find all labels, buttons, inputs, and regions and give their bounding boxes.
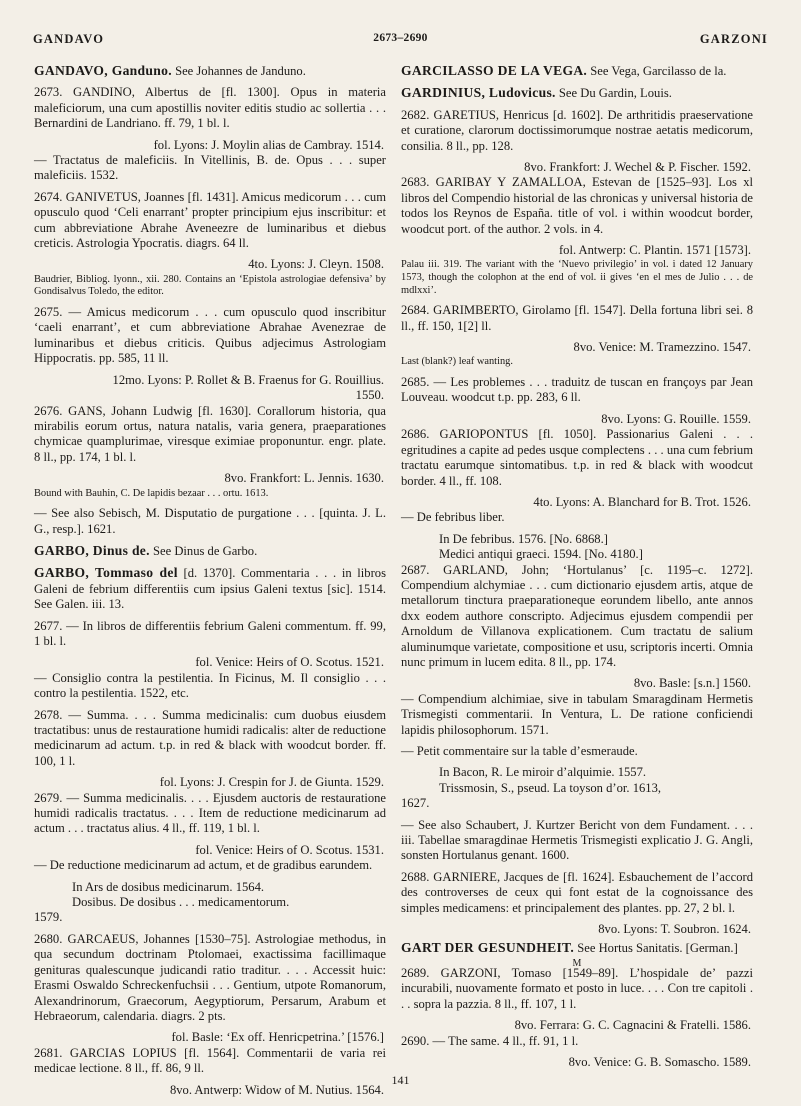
- imprint-line: 8vo. Venice: G. B. Somascho. 1589.: [568, 1054, 751, 1069]
- catalogue-entry: [34, 404, 386, 466]
- imprint-line: fol. Lyons: J. Crespin for J. de Giunta. 1529.: [159, 775, 384, 790]
- entry-note: Last (blank?) leaf wanting.: [401, 356, 513, 368]
- catalogue-entry: [401, 744, 753, 759]
- entry-text: 2680. GARCAEUS, Johannes [1530–75]. Astrologiae methodus, in qua secundum doctrinam Ptolomaei, exactissima facillimaque genituras qualescunque judicandi ratio traditur. . . . Accessit huic: Erasmi Oswaldo Schreckenfuchsii . . . Gentium, utpote Romanorum, Alexandrinorum, Graecorum, Aegyptiorum, Persarum, Arabum et Hebraeorum, calendaria. diagrs. 2 pts.: [34, 931, 386, 1023]
- entry-text: — Compendium alchimiae, sive in tabulam Smaragdinam Hermetis Trismegisti commentarii. In Ventura, L. De ratione conficiendi lapidis philosophorum. 1571.: [401, 691, 753, 737]
- entry-text: 2676. GANS, Johann Ludwig [fl. 1630]. Corallorum historia, qua mirabilis eorum ortus, natura natalis, varia genera, praeparationes chymicae quamplurimae, viresque eximiae proponuntur. engr. plate. 8 ll., pp. 174, 1 bl. l.: [34, 403, 386, 464]
- catalogue-entry: [34, 190, 386, 252]
- imprint-line: Medici antiqui graeci. 1594. [No. 4180.]: [439, 547, 643, 562]
- catalogue-entry: [401, 510, 753, 525]
- entry-text: — Consiglio contra la pestilentia. In Ficinus, M. Il consiglio . . . contro la pestilentia. 1522, etc.: [34, 670, 386, 701]
- catalogue-entry: [34, 63, 386, 79]
- catalogue-entry: [401, 966, 753, 1012]
- right-column: [401, 60, 753, 1070]
- entry-text: See Du Gardin, Louis.: [555, 86, 672, 101]
- catalogue-entry: [34, 305, 386, 367]
- entry-note: Palau iii. 319. The variant with the ‘Nuevo privilegio’ in vol. i dated 12 January 1573, though the colophon at the end of vol. ii gives ‘en el mes de Julio . . . de mdlxxi’.: [401, 259, 753, 296]
- entry-text: See Dinus de Garbo.: [149, 543, 258, 558]
- imprint-line: In De febribus. 1576. [No. 6868.]: [439, 531, 608, 546]
- catalogue-entry: [401, 692, 753, 738]
- imprint-line: 8vo. Frankfort: L. Jennis. 1630.: [224, 471, 384, 486]
- entry-text: — Tractatus de maleficiis. In Vitellinis, B. de. Opus . . . super maleficiis. 1532.: [34, 153, 386, 183]
- catalogue-entry: [401, 63, 753, 79]
- catalogue-entry: [34, 1046, 386, 1077]
- entry-heading: GARBO, Tommaso del: [34, 565, 178, 581]
- catalogue-entry: [34, 565, 386, 612]
- catalogue-entry: [401, 796, 753, 811]
- catalogue-entry: [401, 303, 753, 334]
- entry-text: 1627.: [401, 796, 430, 811]
- entry-text: 2674. GANIVETUS, Joannes [fl. 1431]. Amicus medicorum . . . cum opusculo quod ‘Celi enarrant’ propter principium ejus inscribitur: et cum abbreviatione Abrahe Aveneezre de luminaribus et diebus creticis. Astrologia Ypocratis. diagrs. 64 ll.: [34, 189, 386, 251]
- entry-note: Baudrier, Bibliog. lyonn., xii. 280. Contains an ‘Epistola astrologiae defensiva’ by Gondisalvus Toledo, the editor.: [34, 273, 386, 298]
- entry-text: 1579.: [34, 910, 63, 925]
- imprint-line: 8vo. Ferrara: G. C. Cagnacini & Fratelli. 1586.: [514, 1018, 751, 1033]
- entry-heading: GANDAVO, Ganduno.: [34, 63, 172, 78]
- entry-text: — See also Schaubert, J. Kurtzer Bericht von dem Fundament. . . . iii. Tabellae smaragdinae Hermetis Trismegisti explicatio J. G. Angli, sonsten Hortulanus genant. 1600.: [401, 817, 753, 863]
- catalogue-entry: [34, 858, 386, 873]
- entry-text: 2677. — In libros de differentiis febrium Galeni commentum. ff. 99, 1 bl. l.: [34, 618, 386, 648]
- entry-text: 2675. — Amicus medicorum . . . cum opusculo quod inscribitur ‘caeli enarrant’, et cum abbreviatione Abrahae Avenezrae de luminaribus et diebus criticis. Quibus adjecimus Astrologiam Hippocratis. pp. 585, 11 ll.: [34, 305, 386, 366]
- page-number: 141: [391, 1073, 410, 1087]
- imprint-line: 8vo. Lyons: G. Rouille. 1559.: [601, 411, 751, 426]
- catalogue-entry: [401, 818, 753, 864]
- imprint-line: In Ars de dosibus medicinarum. 1564.: [72, 879, 265, 894]
- imprint-line: 12mo. Lyons: P. Rollet & B. Fraenus for G. Rouillius.: [112, 372, 384, 387]
- imprint-line: fol. Venice: Heirs of O. Scotus. 1531.: [195, 842, 384, 857]
- running-head-range: 2673–2690: [373, 32, 428, 44]
- marginal-mark: M: [572, 957, 582, 969]
- entry-text: — Petit commentaire sur la table d’esmeraude.: [401, 744, 638, 758]
- catalogue-entry: [401, 563, 753, 671]
- entry-text: 2689. GARZONI, Tomaso [1549–89]. L’hospidale de’ pazzi incurabili, nuovamente formato et posto in luce. . . . Con tre capitoli . . . sopra la pazzia. 8 ll., ff. 107, 1 l.: [401, 965, 753, 1011]
- entry-text: — De reductione medicinarum ad actum, et de gradibus earundem.: [34, 858, 373, 873]
- catalogue-entry: [401, 85, 753, 101]
- catalogue-entry: [401, 108, 753, 154]
- catalogue-entry: [34, 543, 386, 559]
- catalogue-entry: [401, 375, 753, 406]
- imprint-line: 4to. Lyons: J. Cleyn. 1508.: [248, 257, 384, 272]
- catalogue-entry: [34, 619, 386, 650]
- left-column: [34, 60, 386, 1098]
- entry-heading: GART DER GESUNDHEIT.: [401, 940, 575, 956]
- entry-text: 2688. GARNIERE, Jacques de [fl. 1624]. Esbauchement de l’accord des controverses de ceux qui font estat de la cognoissance des simples medicamens: et principalement des plantes. pp. 27, 2 bl. l.: [401, 869, 753, 915]
- entry-text: 2678. — Summa. . . . Summa medicinalis: cum duobus eiusdem tractatibus: unus de restauratione humidi radicalis: alter de reductione medicinarum ad actum. t.p. in red & black with woodcut border. ff. 100, 1 l.: [34, 707, 386, 768]
- entry-text: — See also Sebisch, M. Disputatio de purgatione . . . [quinta. J. L. G., resp.]. 1621.: [34, 506, 386, 536]
- catalogue-entry: [401, 870, 753, 916]
- imprint-line: fol. Basle: ‘Ex off. Henricpetrina.’ [1576.]: [171, 1030, 384, 1045]
- imprint-line: In Bacon, R. Le miroir d’alquimie. 1557.: [439, 765, 647, 780]
- running-head-left: GANDAVO: [33, 32, 105, 46]
- imprint-line: 8vo. Frankfort: J. Wechel & P. Fischer. 1592.: [524, 160, 751, 175]
- imprint-line: 8vo. Lyons: T. Soubron. 1624.: [598, 922, 751, 937]
- catalogue-entry: [34, 85, 386, 131]
- catalogue-entry: [401, 427, 753, 489]
- entry-text: 2690. — The same. 4 ll., ff. 91, 1 l.: [401, 1033, 579, 1048]
- imprint-line: 8vo. Antwerp: Widow of M. Nutius. 1564.: [169, 1082, 384, 1097]
- catalogue-entry: [401, 175, 753, 237]
- catalogue-entry: [34, 506, 386, 537]
- catalogue-entry: [34, 671, 386, 702]
- catalogue-entry: [34, 932, 386, 1024]
- imprint-line: 8vo. Venice: M. Tramezzino. 1547.: [573, 340, 751, 355]
- catalogue-entry: [401, 1034, 753, 1049]
- entry-text: 2681. GARCIAS LOPIUS [fl. 1564]. Commentarii de varia rei medicae lectione. 8 ll., ff. 86, 9 ll.: [34, 1045, 386, 1076]
- imprint-line: 1550.: [355, 388, 384, 403]
- entry-note: Bound with Bauhin, C. De lapidis bezaar . . . ortu. 1613.: [34, 487, 269, 499]
- entry-text: See Vega, Garcilasso de la.: [587, 64, 727, 78]
- entry-text: [d. 1370]. Commentaria . . . in libros Galeni de febrium differentiis cum ipsius Galeni textus [sic]. 1514. See Galen. iii. 13.: [34, 566, 386, 612]
- entry-text: 2687. GARLAND, John; ‘Hortulanus’ [c. 1195–c. 1272]. Compendium alchymiae . . . cum dictionario ejusdem artis, atque de metallorum tinctura praeparationeque eorundem libello, ante annos dxx eodem authore conscripto. Adjecimus ejusdem compendii per Arnoldum de Villanova explicationem. Cum tractatu de salium aluminumque varietate, compositione et usu, scriptoris incerti. Omnia nunc primum in lucem edita. 8 ll., pp. 174.: [401, 562, 753, 669]
- imprint-line: fol. Lyons: J. Moylin alias de Cambray. 1514.: [153, 137, 384, 152]
- imprint-line: 4to. Lyons: A. Blanchard for B. Trot. 1526.: [533, 494, 751, 509]
- entry-text: 2682. GARETIUS, Henricus [d. 1602]. De arthritidis praeservatione et curatione, clarorum doctissimorumque nostrae aetatis medicorum, consilia. 8 ll., pp. 128.: [401, 107, 753, 153]
- entry-heading: GARBO, Dinus de.: [34, 542, 150, 558]
- catalogue-entry: [401, 940, 753, 956]
- entry-text: 2679. — Summa medicinalis. . . . Ejusdem auctoris de restauratione humidi radicalis tractatus. . . . Item de reductione medicinarum ad actum . . . tractatus alius. 4 ll., ff. 119, 1 bl. l.: [34, 790, 386, 836]
- imprint-line: fol. Venice: Heirs of O. Scotus. 1521.: [195, 655, 384, 670]
- entry-text: 2683. GARIBAY Y ZAMALLOA, Estevan de [1525–93]. Los xl libros del Compendio historial de las chronicas y universal historia de todos los Reynos de España. title of vol. i within woodcut border, woodcut port. of the author. 2 vols. in 4.: [401, 175, 753, 236]
- imprint-line: Trissmosin, S., pseud. La toyson d’or. 1613,: [439, 780, 662, 795]
- catalogue-entry: [34, 910, 386, 925]
- imprint-line: 8vo. Basle: [s.n.] 1560.: [633, 676, 751, 691]
- entry-text: See Hortus Sanitatis. [German.]: [574, 941, 738, 956]
- entry-text: 2673. GANDINO, Albertus de [fl. 1300]. Opus in materia maleficiorum, una cum apostillis noviter editis studio ac sollertia . . . Bernardini de Landriano. ff. 79, 1 bl. l.: [34, 85, 386, 131]
- entry-text: 2685. — Les problemes . . . traduitz de tuscan en françoys par Jean Louveau. woodcut t.p. pp. 283, 6 ll.: [401, 375, 753, 405]
- running-head-right: GARZONI: [699, 32, 768, 46]
- catalogue-entry: [34, 153, 386, 184]
- entry-heading: GARDINIUS, Ludovicus.: [401, 85, 556, 101]
- entry-text: — De febribus liber.: [401, 510, 505, 525]
- entry-heading: GARCILASSO DE LA VEGA.: [401, 63, 588, 78]
- entry-text: 2684. GARIMBERTO, Girolamo [fl. 1547]. Della fortuna libri sei. 8 ll., ff. 150, 1[2] ll.: [401, 303, 753, 333]
- entry-text: 2686. GARIOPONTUS [fl. 1050]. Passionarius Galeni . . . egritudines a capite ad pedes usque complectens . . . una cum febrium tractatu earumque sintomatibus. t.p. in red & black with woodcut border. 4 ll., ff. 108.: [401, 427, 753, 488]
- catalogue-entry: [34, 791, 386, 837]
- imprint-line: fol. Antwerp: C. Plantin. 1571 [1573].: [558, 243, 751, 258]
- entry-text: See Johannes de Janduno.: [171, 64, 306, 78]
- running-head: [33, 32, 768, 50]
- imprint-line: Dosibus. De dosibus . . . medicamentorum.: [72, 895, 290, 910]
- catalogue-entry: [34, 708, 386, 770]
